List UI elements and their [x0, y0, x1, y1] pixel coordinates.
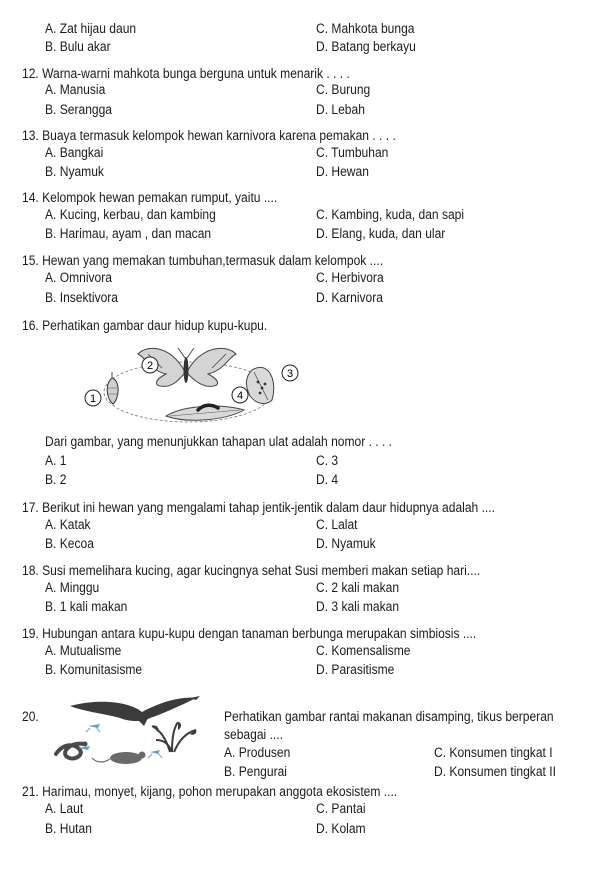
q14-question: 14. Kelompok hewan pemakan rumput, yaitu .... — [22, 190, 278, 205]
q14-option-a: A. Kucing, kerbau, dan kambing — [45, 207, 216, 222]
q13-option-c: C. Tumbuhan — [316, 145, 389, 160]
caterpillar-on-leaf-icon — [166, 405, 244, 420]
q20-number: 20. — [22, 709, 39, 724]
q15-option-d: D. Karnivora — [316, 290, 383, 305]
eagle-icon — [70, 696, 200, 726]
q17-option-d: D. Nyamuk — [316, 536, 376, 551]
q13-option-a: A. Bangkai — [45, 145, 104, 160]
q19-question: 19. Hubungan antara kupu-kupu dengan tanaman berbunga merupakan simbiosis .... — [22, 626, 477, 641]
snake-icon — [56, 742, 88, 759]
q16-question: 16. Perhatikan gambar daur hidup kupu-kupu. — [22, 318, 268, 333]
q12-option-c: C. Burung — [316, 82, 371, 97]
q15-option-a: A. Omnivora — [45, 270, 112, 285]
q16-subquestion: Dari gambar, yang menunjukkan tahapan ulat adalah nomor . . . . — [45, 434, 393, 449]
q17-option-a: A. Katak — [45, 517, 91, 532]
q17-option-c: C. Lalat — [316, 517, 358, 532]
q21-option-d: D. Kolam — [316, 821, 366, 836]
q19-option-b: B. Komunitasisme — [45, 662, 143, 677]
food-chain-figure — [50, 692, 218, 770]
q19-option-c: C. Komensalisme — [316, 643, 411, 658]
q12-option-a: A. Manusia — [45, 82, 106, 97]
q11-option-a: A. Zat hijau daun — [45, 21, 137, 36]
q16-option-c: C. 3 — [316, 453, 339, 468]
stage-2-label: 2 — [146, 360, 154, 372]
q21-option-b: B. Hutan — [45, 821, 92, 836]
plant-icon — [152, 722, 196, 752]
mouse-icon — [92, 752, 146, 765]
q17-option-b: B. Kecoa — [45, 536, 94, 551]
q11-option-c: C. Mahkota bunga — [316, 21, 415, 36]
q12-option-b: B. Serangga — [45, 102, 113, 117]
q16-option-b: B. 2 — [45, 472, 67, 487]
q21-option-c: C. Pantai — [316, 801, 366, 816]
q13-question: 13. Buaya termasuk kelompok hewan karnivora karena pemakan . . . . — [22, 128, 396, 143]
q14-option-c: C. Kambing, kuda, dan sapi — [316, 207, 465, 222]
q16-option-a: A. 1 — [45, 453, 67, 468]
stage-4-label: 4 — [236, 390, 244, 402]
q18-question: 18. Susi memelihara kucing, agar kucingnya sehat Susi memberi makan setiap hari.... — [22, 563, 481, 578]
q15-option-b: B. Insektivora — [45, 290, 119, 305]
pupa-icon — [107, 372, 118, 404]
q21-option-a: A. Laut — [45, 801, 84, 816]
q20-question-line1: Perhatikan gambar rantai makanan disamping, tikus berperan — [224, 709, 554, 724]
q11-option-d: D. Batang berkayu — [316, 39, 416, 54]
q18-option-b: B. 1 kali makan — [45, 599, 128, 614]
q20-option-c: C. Konsumen tingkat I — [434, 745, 553, 760]
q12-question: 12. Warna-warni mahkota bunga berguna untuk menarik . . . . — [22, 66, 350, 81]
q18-option-c: C. 2 kali makan — [316, 580, 400, 595]
q21-question: 21. Harimau, monyet, kijang, pohon merupakan anggota ekosistem .... — [22, 784, 398, 799]
q20-question-line2: sebagai .... — [224, 727, 283, 742]
q11-option-b: B. Bulu akar — [45, 39, 111, 54]
q19-option-d: D. Parasitisme — [316, 662, 395, 677]
q13-option-b: B. Nyamuk — [45, 164, 104, 179]
q20-option-b: B. Pengurai — [224, 764, 287, 779]
q17-question: 17. Berikut ini hewan yang mengalami tahap jentik-jentik dalam daur hidupnya adalah .... — [22, 500, 495, 515]
q13-option-d: D. Hewan — [316, 164, 369, 179]
q12-option-d: D. Lebah — [316, 102, 365, 117]
q18-option-d: D. 3 kali makan — [316, 599, 400, 614]
q19-option-a: A. Mutualisme — [45, 643, 122, 658]
q20-option-d: D. Konsumen tingkat II — [434, 764, 556, 779]
stage-1-label: 1 — [89, 393, 97, 405]
q14-option-d: D. Elang, kuda, dan ular — [316, 226, 446, 241]
q18-option-a: A. Minggu — [45, 580, 100, 595]
q20-option-a: A. Produsen — [224, 745, 291, 760]
stage-3-label: 3 — [286, 368, 294, 380]
q15-question: 15. Hewan yang memakan tumbuhan,termasuk dalam kelompok .... — [22, 253, 384, 268]
butterfly-life-cycle-figure — [76, 340, 304, 432]
q16-option-d: D. 4 — [316, 472, 339, 487]
q15-option-c: C. Herbivora — [316, 270, 384, 285]
q14-option-b: B. Harimau, ayam , dan macan — [45, 226, 212, 241]
leaf-with-eggs-icon — [246, 367, 273, 403]
